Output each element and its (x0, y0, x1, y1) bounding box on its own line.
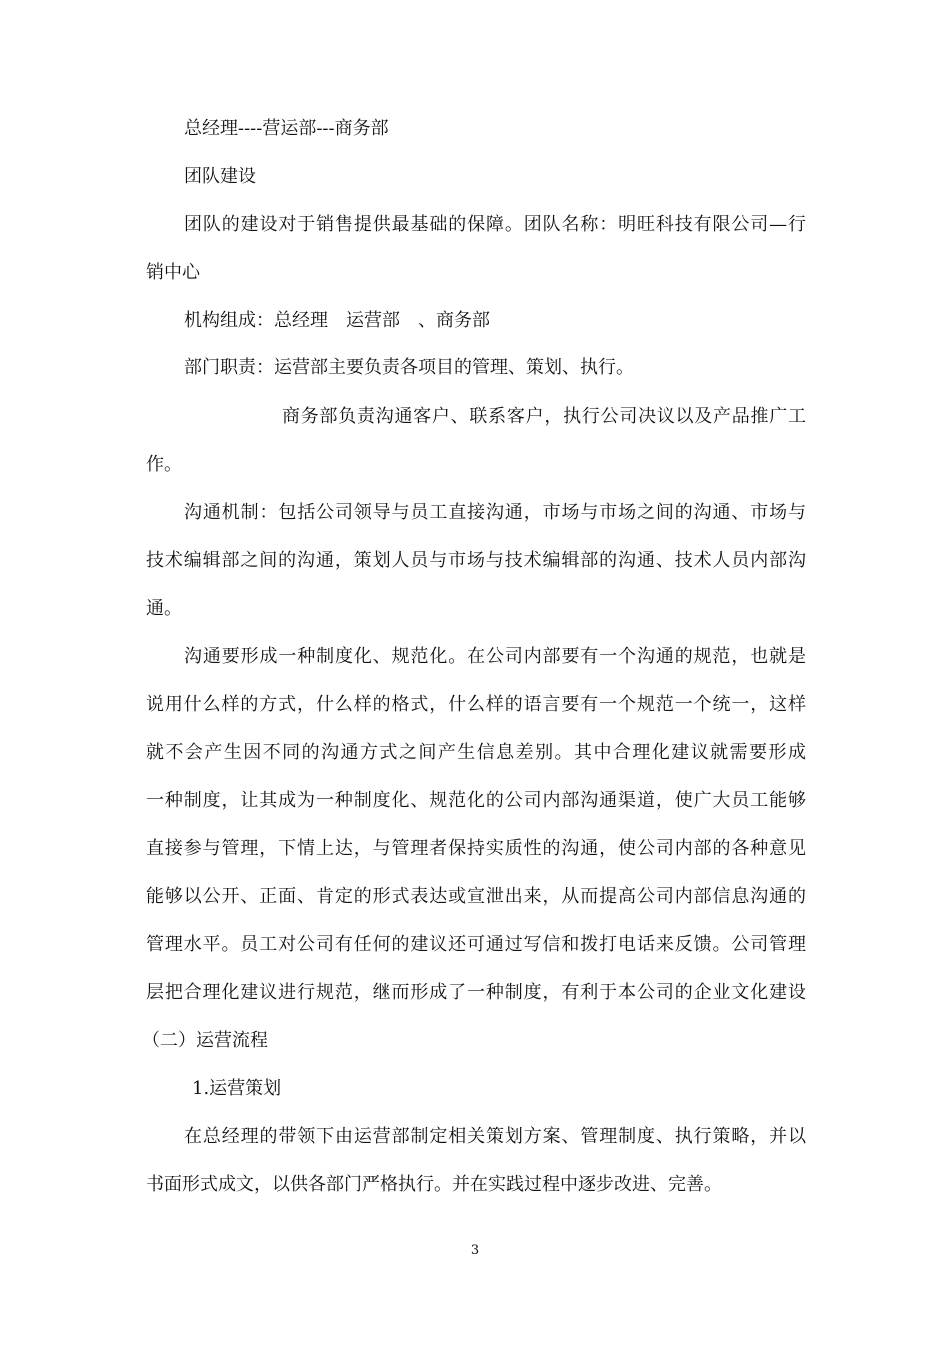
section-title: （二）运营流程 (142, 1030, 268, 1051)
paragraph-line: 沟通机制：包括公司领导与员工直接沟通，市场与市场之间的沟通、市场与 (184, 502, 806, 523)
paragraph-line: 技术编辑部之间的沟通，策划人员与市场与技术编辑部的沟通、技术人员内部沟 (146, 550, 806, 571)
paragraph-line: 书面形式成文，以供各部门严格执行。并在实践过程中逐步改进、完善。 (146, 1174, 722, 1195)
subsection-title: 1.运营策划 (192, 1078, 282, 1099)
section-heading-team-building: 团队建设 (184, 166, 256, 187)
paragraph-line: 销中心 (146, 262, 200, 283)
paragraph-line: 直接参与管理，下情上达，与管理者保持实质性的沟通，使公司内部的各种意见 (146, 838, 806, 859)
department-duty-line: 部门职责：运营部主要负责各项目的管理、策划、执行。 (184, 357, 634, 378)
paragraph-line: 沟通要形成一种制度化、规范化。在公司内部要有一个沟通的规范，也就是 (184, 646, 806, 667)
paragraph-line: 团队的建设对于销售提供最基础的保障。团队名称：明旺科技有限公司—行 (184, 214, 806, 235)
paragraph-line: 在总经理的带领下由运营部制定相关策划方案、管理制度、执行策略，并以 (184, 1126, 806, 1147)
paragraph-line: 就不会产生因不同的沟通方式之间产生信息差别。其中合理化建议就需要形成 (146, 742, 806, 763)
heading-chain: 总经理----营运部---商务部 (184, 118, 389, 139)
paragraph-line: 通。 (146, 598, 182, 619)
paragraph-line: 管理水平。员工对公司有任何的建议还可通过写信和拨打电话来反馈。公司管理 (146, 934, 806, 955)
page-number: 3 (470, 1243, 480, 1258)
paragraph-line: 层把合理化建议进行规范，继而形成了一种制度，有利于本公司的企业文化建设 (146, 982, 806, 1003)
paragraph-line: 商务部负责沟通客户、联系客户，执行公司决议以及产品推广工 (282, 406, 806, 427)
paragraph-line: 一种制度，让其成为一种制度化、规范化的公司内部沟通渠道，使广大员工能够 (146, 790, 806, 811)
org-structure-line: 机构组成：总经理 运营部 、商务部 (184, 310, 490, 331)
paragraph-line: 能够以公开、正面、肯定的形式表达或宣泄出来，从而提高公司内部信息沟通的 (146, 886, 806, 907)
paragraph-line: 说用什么样的方式，什么样的格式，什么样的语言要有一个规范一个统一，这样 (146, 694, 806, 715)
paragraph-line: 作。 (146, 454, 182, 475)
